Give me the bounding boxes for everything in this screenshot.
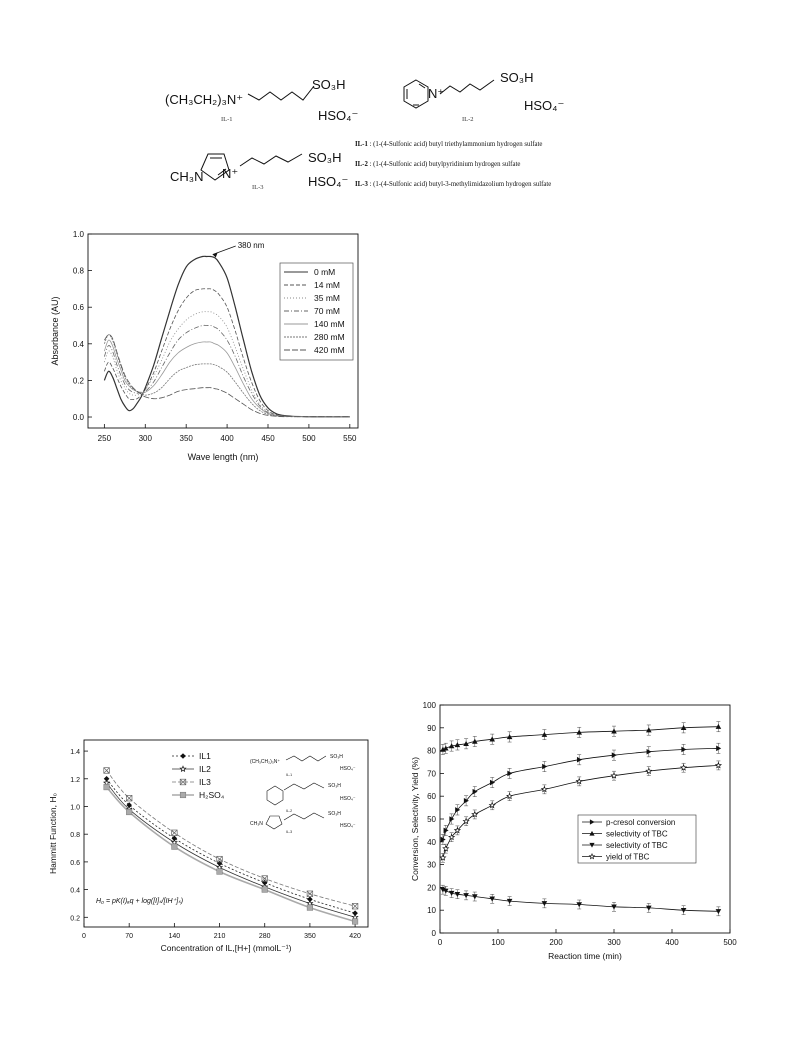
il1-sulfonic-group: SO₃H bbox=[312, 77, 346, 92]
x-tick-label: 400 bbox=[220, 434, 234, 443]
il3-anion: HSO₄⁻ bbox=[308, 174, 349, 189]
data-point-series-0 bbox=[716, 746, 721, 752]
definition-il2: IL-2 : (1-(4-Sulfonic acid) butylpyridinium hydrogen sulfate bbox=[355, 161, 521, 168]
y-axis-label: Absorbance (AU) bbox=[50, 296, 60, 366]
y-axis-label: Hammitt Function, H₀ bbox=[48, 793, 58, 874]
y-tick-label: 1.4 bbox=[70, 749, 80, 757]
x-tick-label: 500 bbox=[723, 938, 737, 947]
y-tick-label: 1.0 bbox=[72, 230, 84, 239]
y-axis-label: Conversion, Selectivity, Yield (%) bbox=[410, 756, 420, 882]
inset-il1-formula: (CH₃CH₂)₃N⁺ bbox=[250, 759, 281, 765]
legend-label: IL2 bbox=[199, 764, 211, 774]
x-tick-label: 450 bbox=[261, 434, 275, 443]
legend-label: IL3 bbox=[199, 777, 211, 787]
legend-label: yield of TBC bbox=[606, 852, 650, 862]
equation-label: H₀ = pK(I)ₐq + log([I]ₛ/[IH⁺]ₛ) bbox=[96, 898, 184, 905]
x-axis-label: Wave length (nm) bbox=[187, 452, 259, 462]
x-tick-label: 0 bbox=[82, 933, 86, 940]
y-tick-label: 1.2 bbox=[70, 776, 80, 784]
data-point-series-3 bbox=[681, 765, 686, 770]
il2-nitrogen: N⁺ bbox=[428, 86, 445, 101]
data-point-series-0 bbox=[577, 757, 582, 763]
il2-anion: HSO₄⁻ bbox=[524, 98, 565, 113]
y-tick-label: 80 bbox=[427, 746, 436, 756]
il3-label: IL-3 bbox=[252, 184, 264, 191]
y-tick-label: 0.8 bbox=[70, 832, 80, 840]
x-tick-label: 300 bbox=[607, 938, 621, 947]
data-point-series-3 bbox=[443, 846, 448, 851]
x-tick-label: 550 bbox=[343, 434, 357, 443]
x-tick-label: 280 bbox=[258, 933, 271, 940]
data-point-series-0 bbox=[490, 780, 495, 786]
data-point-series-0 bbox=[507, 771, 512, 777]
data-point-series-3 bbox=[440, 855, 445, 860]
y-tick-label: 30 bbox=[427, 860, 436, 870]
data-point-series-3 bbox=[611, 773, 616, 778]
x-tick-label: 70 bbox=[125, 933, 134, 940]
inset-il1-acid: SO₃H bbox=[330, 754, 343, 760]
y-tick-label: 40 bbox=[427, 837, 436, 847]
data-point-series-0 bbox=[473, 789, 478, 795]
inset-il2-anion: HSO₄⁻ bbox=[340, 796, 356, 802]
inset-il3-acid: SO₃H bbox=[328, 811, 341, 817]
il3-methyl-nitrogen: CH₃N bbox=[170, 169, 204, 184]
il1-cation-formula: (CH₃CH₂)₃N⁺ bbox=[165, 92, 244, 107]
y-tick-label: 90 bbox=[427, 723, 436, 733]
legend-label: p-cresol conversion bbox=[606, 818, 676, 827]
x-tick-label: 140 bbox=[168, 933, 181, 940]
y-tick-label: 20 bbox=[427, 883, 436, 893]
inset-il3-methyl: CH₃N bbox=[250, 821, 263, 827]
y-tick-label: 0.0 bbox=[72, 413, 84, 423]
y-tick-label: 0.2 bbox=[70, 915, 80, 923]
x-axis-label: Concentration of IL,[H+] (mmolL⁻¹) bbox=[160, 943, 292, 953]
y-tick-label: 0 bbox=[431, 929, 436, 938]
definition-il1: IL-1 : (1-(4-Sulfonic acid) butyl triethylammonium hydrogen sulfate bbox=[355, 141, 543, 148]
il2-sulfonic-group: SO₃H bbox=[500, 70, 534, 85]
data-point-series-0 bbox=[612, 752, 617, 758]
legend-label: 280 mM bbox=[314, 332, 345, 342]
legend-label: selectivity of TBC bbox=[606, 829, 668, 839]
il1-anion: HSO₄⁻ bbox=[318, 108, 359, 123]
y-tick-label: 0.6 bbox=[72, 303, 84, 313]
legend-label: 14 mM bbox=[314, 280, 340, 290]
x-tick-label: 250 bbox=[97, 434, 112, 443]
y-tick-label: 70 bbox=[427, 769, 436, 779]
legend-label: 420 mM bbox=[314, 345, 345, 355]
inset-il1-label: IL-1 bbox=[286, 773, 293, 777]
series-line-2 bbox=[443, 890, 719, 912]
x-tick-label: 200 bbox=[549, 938, 563, 947]
legend-label: 70 mM bbox=[314, 306, 340, 316]
data-point-series-3 bbox=[577, 779, 582, 784]
y-tick-label: 0.6 bbox=[70, 859, 80, 867]
inset-il2-acid: SO₃H bbox=[328, 783, 341, 789]
il3-nitrogen: N⁺ bbox=[222, 166, 239, 181]
x-tick-label: 350 bbox=[179, 434, 193, 443]
x-tick-label: 420 bbox=[349, 933, 361, 940]
legend-label: H₂SO₄ bbox=[199, 790, 225, 800]
legend-label: 140 mM bbox=[314, 319, 345, 329]
y-tick-label: 100 bbox=[422, 701, 436, 710]
x-tick-label: 100 bbox=[491, 938, 505, 947]
data-point-series-3 bbox=[542, 787, 547, 792]
il1-label: IL-1 bbox=[221, 116, 233, 123]
data-point-series-3 bbox=[490, 803, 495, 808]
y-tick-label: 50 bbox=[427, 815, 436, 824]
y-tick-label: 0.4 bbox=[70, 887, 80, 895]
legend-label: selectivity of TBC bbox=[606, 841, 668, 850]
y-tick-label: 1.0 bbox=[70, 804, 80, 812]
x-tick-label: 210 bbox=[213, 933, 226, 940]
x-tick-label: 350 bbox=[304, 933, 316, 940]
y-tick-label: 0.2 bbox=[72, 376, 84, 386]
x-tick-label: 500 bbox=[302, 434, 316, 443]
y-tick-label: 10 bbox=[427, 906, 436, 916]
y-tick-label: 0.4 bbox=[72, 339, 84, 349]
data-point-series-0 bbox=[681, 747, 686, 753]
data-point-series-0 bbox=[444, 828, 449, 834]
data-point-series-3 bbox=[646, 768, 651, 773]
data-point-series-0 bbox=[542, 764, 547, 770]
data-point-series-3 bbox=[716, 763, 721, 768]
x-tick-label: 0 bbox=[437, 938, 443, 947]
definition-il3: IL-3 : (1-(4-Sulfonic acid) butyl-3-methylimidazolium hydrogen sulfate bbox=[355, 181, 552, 188]
inset-il3-label: IL-3 bbox=[286, 830, 293, 834]
legend-label: 35 mM bbox=[314, 293, 340, 303]
data-point-series-2 bbox=[443, 889, 449, 894]
series-line-1 bbox=[443, 727, 719, 750]
il2-label: IL-2 bbox=[462, 116, 474, 123]
legend-label: 0 mM bbox=[314, 267, 336, 277]
x-tick-label: 400 bbox=[665, 938, 679, 947]
data-point-series-3 bbox=[507, 793, 512, 798]
data-point-series-0 bbox=[647, 749, 652, 755]
il3-sulfonic-group: SO₃H bbox=[308, 150, 342, 165]
x-axis-label: Reaction time (min) bbox=[548, 951, 622, 961]
data-point-series-1 bbox=[443, 746, 449, 751]
y-tick-label: 0.8 bbox=[72, 266, 84, 276]
inset-il3-anion: HSO₄⁻ bbox=[340, 823, 356, 829]
y-tick-label: 60 bbox=[427, 792, 436, 802]
inset-il2-label: IL-2 bbox=[286, 809, 293, 813]
data-point-series-0 bbox=[449, 816, 454, 822]
annotation-label: 380 nm bbox=[237, 241, 265, 250]
inset-il1-anion: HSO₄⁻ bbox=[340, 766, 356, 772]
legend-label: IL1 bbox=[199, 751, 211, 761]
x-tick-label: 300 bbox=[138, 434, 152, 443]
